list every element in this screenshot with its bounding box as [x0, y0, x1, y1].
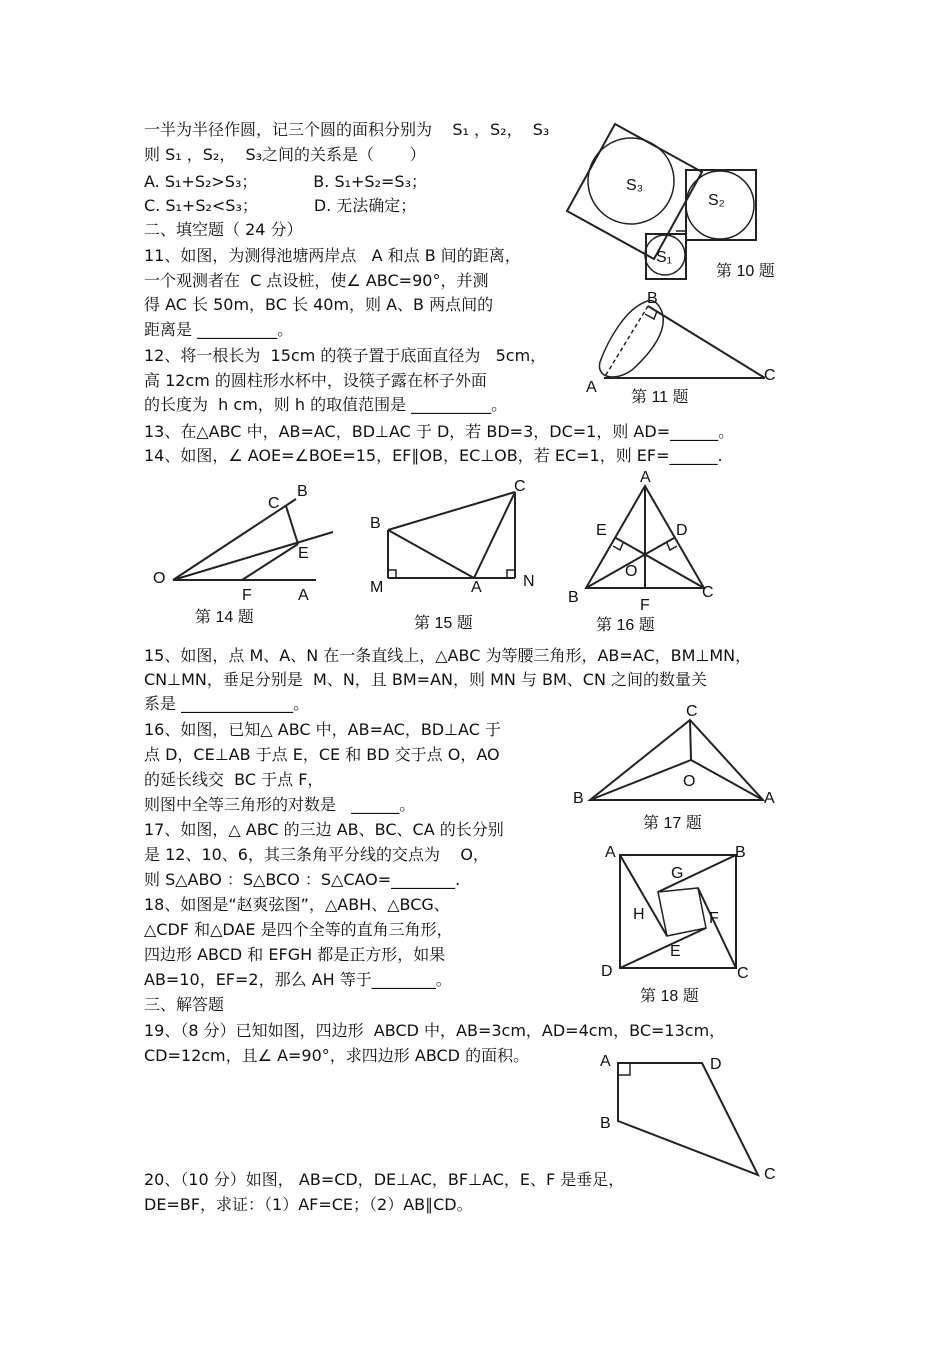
label-B: B	[573, 790, 584, 807]
label-A: A	[298, 587, 309, 604]
q12-line-3: 的长度为 h cm，则 h 的取值范围是 __________。	[144, 395, 508, 414]
q15-line-1: 15、如图，点 M、A、N 在一条直线上，△ABC 为等腰三角形，AB=AC，BM⊥MN，	[144, 646, 752, 665]
label-O: O	[683, 773, 696, 790]
caption-16: 第 16 题	[596, 617, 655, 634]
q14-line: 14、如图，∠ AOE=∠BOE=15，EF∥OB，EC⊥OB，若 EC=1，则 EF=______.	[144, 446, 723, 465]
label-s3: S₃	[626, 177, 644, 194]
q10-line-1: 一半为半径作圆，记三个圆的面积分别为 S₁ ，S₂， S₃	[144, 120, 550, 139]
q12-line-1: 12、将一根长为 15cm 的筷子置于底面直径为 5cm，	[144, 346, 547, 365]
q16-line-2: 点 D，CE⊥AB 于点 E，CE 和 BD 交于点 O，AO	[144, 745, 500, 764]
label-D: D	[710, 1056, 722, 1073]
caption-18: 第 18 题	[640, 988, 699, 1005]
label-O: O	[625, 563, 638, 580]
q15-line-3: 系是 ______________。	[144, 694, 310, 713]
label-s1: S₁	[656, 249, 673, 266]
label-E: E	[298, 545, 309, 562]
section-solve: 三、解答题	[144, 995, 225, 1014]
label-F: F	[242, 587, 252, 604]
q17-line-1: 17、如图，△ ABC 的三边 AB、BC、CA 的长分别	[144, 820, 504, 839]
q11-line-1: 11、如图，为测得池塘两岸点 A 和点 B 间的距离，	[144, 246, 521, 265]
q16-line-4: 则图中全等三角形的对数是 ______。	[144, 795, 416, 814]
label-D: D	[601, 963, 613, 980]
label-M: M	[370, 579, 384, 596]
q15-line-2: CN⊥MN，垂足分别是 M、N，且 BM=AN，则 MN 与 BM、CN 之间的数量关	[144, 670, 708, 689]
label-A: A	[600, 1053, 611, 1070]
label-C: C	[514, 478, 526, 495]
label-H: H	[633, 906, 645, 923]
q10-line-2: 则 S₁ ，S₂， S₃之间的关系是（ ）	[144, 145, 426, 164]
q18-line-4: AB=10，EF=2，那么 AH 等于________。	[144, 970, 452, 989]
label-F: F	[709, 910, 719, 927]
label-C: C	[702, 584, 714, 601]
q12-line-2: 高 12cm 的圆柱形水杯中，设筷子露在杯子外面	[144, 371, 487, 390]
label-F: F	[640, 597, 650, 614]
label-C: C	[764, 1166, 776, 1183]
q17-line-3: 则 S△ABO ：S△BCO ：S△CAO=________.	[144, 870, 461, 889]
q18-line-2: △CDF 和△DAE 是四个全等的直角三角形，	[144, 920, 453, 939]
label-B: B	[370, 515, 381, 532]
label-s2: S₂	[708, 192, 725, 209]
label-A: A	[640, 469, 651, 486]
q20-line-2: DE=BF，求证：（1）AF=CE；（2）AB∥CD。	[144, 1195, 473, 1214]
q11-line-4: 距离是 __________。	[144, 320, 294, 339]
label-B: B	[647, 290, 658, 307]
label-C: C	[686, 703, 698, 720]
label-B: B	[297, 483, 308, 500]
caption-11: 第 11 题	[631, 389, 689, 406]
label-B: B	[735, 844, 746, 861]
label-E: E	[670, 943, 681, 960]
label-A: A	[605, 844, 616, 861]
q16-line-3: 的延长线交 BC 于点 F，	[144, 770, 324, 789]
label-C: C	[764, 367, 776, 384]
caption-17: 第 17 题	[643, 815, 702, 832]
label-C: C	[737, 965, 749, 982]
label-E: E	[596, 522, 607, 539]
caption-10: 第 10 题	[716, 263, 775, 280]
label-O: O	[153, 570, 166, 587]
section-fill-in: 二、填空题（ 24 分）	[144, 220, 303, 239]
label-G: G	[671, 865, 684, 882]
q19-line-2: CD=12cm，且∠ A=90°，求四边形 ABCD 的面积。	[144, 1046, 530, 1065]
q17-line-2: 是 12、10、6，其三条角平分线的交点为 O，	[144, 845, 489, 864]
q19-line-1: 19、（8 分）已知如图，四边形 ABCD 中，AB=3cm，AD=4cm，BC=13cm，	[144, 1021, 726, 1040]
label-A: A	[586, 379, 597, 396]
q18-line-1: 18、如图是“赵爽弦图”，△ABH、△BCG、	[144, 895, 450, 914]
q18-line-3: 四边形 ABCD 和 EFGH 都是正方形，如果	[144, 945, 446, 964]
q16-line-1: 16、如图，已知△ ABC 中，AB=AC，BD⊥AC 于	[144, 720, 501, 739]
label-A: A	[764, 790, 775, 807]
label-A: A	[471, 579, 482, 596]
q13-line: 13、在△ABC 中，AB=AC，BD⊥AC 于 D，若 BD=3，DC=1，则 AD=______。	[144, 422, 735, 441]
label-B: B	[600, 1115, 611, 1132]
q11-line-2: 一个观测者在 C 点设桩，使∠ ABC=90°，并测	[144, 271, 489, 290]
q10-option-ab: A. S₁+S₂>S₃； B. S₁+S₂=S₃；	[144, 172, 427, 191]
q10-option-cd: C. S₁+S₂<S₃； D. 无法确定；	[144, 196, 417, 215]
label-N: N	[523, 573, 535, 590]
label-D: D	[676, 522, 688, 539]
q11-line-3: 得 AC 长 50m，BC 长 40m，则 A、B 两点间的	[144, 295, 494, 314]
label-B: B	[568, 589, 579, 606]
caption-15: 第 15 题	[414, 615, 473, 632]
q20-line-1: 20、（10 分）如图， AB=CD，DE⊥AC，BF⊥AC，E、F 是垂足，	[144, 1170, 625, 1189]
label-C: C	[268, 495, 280, 512]
caption-14: 第 14 题	[195, 609, 254, 626]
